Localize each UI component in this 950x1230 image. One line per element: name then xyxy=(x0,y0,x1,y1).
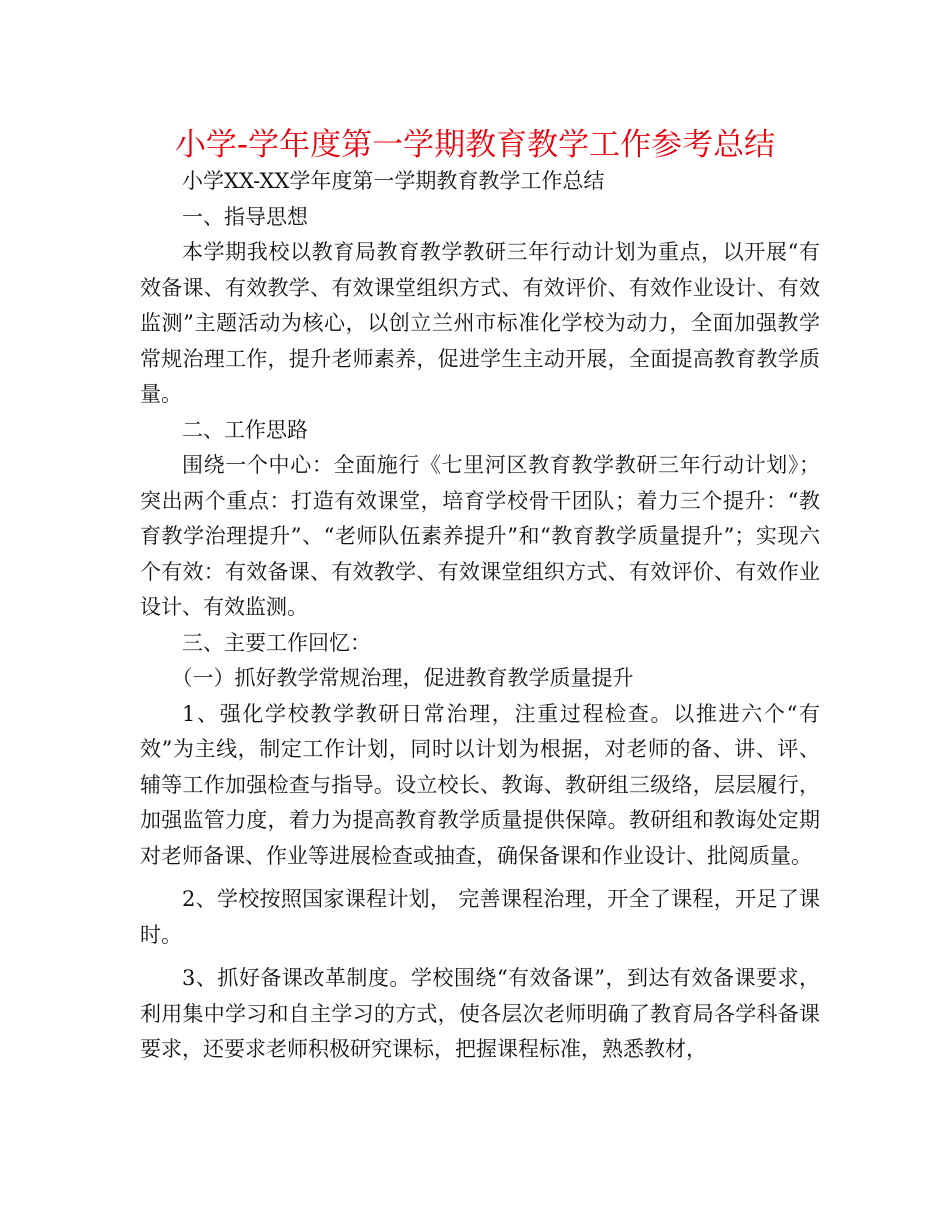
paragraph-item-2: 2、学校按照国家课程计划， 完善课程治理，开全了课程，开足了课时。 xyxy=(140,887,820,947)
document-subtitle: 小学XX-XX学年度第一学期教育教学工作总结 xyxy=(182,169,605,193)
subsection-heading-teaching-routine: （一）抓好教学常规治理，促进教育教学质量提升 xyxy=(171,666,634,690)
paragraph-item-1: 1、强化学校教学教研日常治理，注重过程检查。以推进六个“有效”为主线，制定工作计划，同时以计划为根据，对老师的备、讲、评、辅等工作加强检查与指导。设立校长、教诲、教研组三级络，层层履行，加强监管力度，着力为提高教育教学质量提供保障。教研组和教诲处定期对老师备课、作业等进展检查或抽查，确保备课和作业设计、批阅质量。 xyxy=(140,701,820,868)
paragraph-guiding-ideology: 本学期我校以教育局教育教学教研三年行动计划为重点，以开展“有效备课、有效教学、有效课堂组织方式、有效评价、有效作业设计、有效监测”主题活动为核心，以创立兰州市标准化学校为动力，全面加强教学常规治理工作，提升老师素养，促进学生主动开展，全面提高教育教学质量。 xyxy=(140,240,820,406)
document-title: 小学-学年度第一学期教育教学工作参考总结 xyxy=(174,127,776,163)
paragraph-work-approach: 围绕一个中心：全面施行《七里河区教育教学教研三年行动计划》；突出两个重点：打造有效课堂，培育学校骨干团队；着力三个提升：“教育教学治理提升”、“老师队伍素养提升”和“教育教学质量提升”；实现六个有效：有效备课、有效教学、有效课堂组织方式、有效评价、有效作业设计、有效监测。 xyxy=(140,453,820,619)
paragraph-item-3: 3、抓好备课改革制度。学校围绕“有效备课”，到达有效备课要求，利用集中学习和自主学习的方式，使各层次老师明确了教育局各学科备课要求，还要求老师积极研究课标，把握课程标准，熟悉教材， xyxy=(140,966,820,1061)
section-heading-guiding-ideology: 一、指导思想 xyxy=(182,204,308,229)
document-body xyxy=(140,164,820,1068)
section-heading-work-approach: 二、工作思路 xyxy=(182,417,308,442)
section-heading-main-work-review: 三、主要工作回忆： xyxy=(182,630,371,655)
